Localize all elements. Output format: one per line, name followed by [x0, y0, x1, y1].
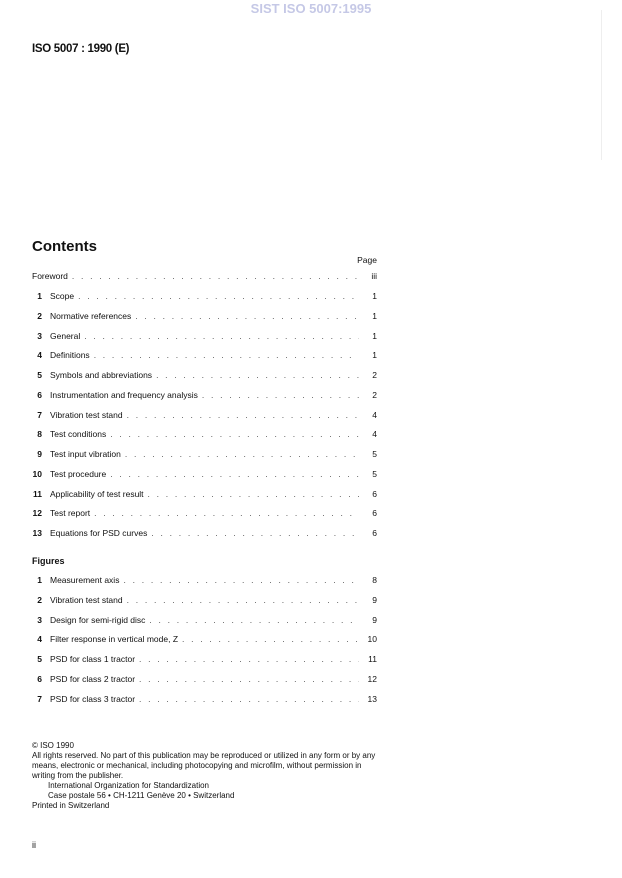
- toc-entry[interactable]: [32, 370, 377, 382]
- figure-entry[interactable]: [32, 654, 377, 666]
- entry-page: 2: [372, 389, 377, 400]
- figure-entry[interactable]: [32, 575, 377, 587]
- entry-page: 2: [372, 370, 377, 380]
- entry-page: 1: [372, 350, 377, 361]
- entry-page: 12: [367, 673, 377, 684]
- figure-entry[interactable]: [32, 595, 377, 607]
- entry-number: 4: [37, 350, 42, 361]
- toc-page: iii: [371, 271, 377, 281]
- dot-leader: [110, 429, 359, 439]
- entry-page: 8: [372, 575, 377, 585]
- entry-page: 1: [372, 330, 377, 341]
- toc-entry[interactable]: [32, 410, 377, 422]
- dot-leader: [182, 634, 359, 644]
- entry-page: 13: [367, 693, 377, 704]
- entry-page: 1: [372, 310, 377, 321]
- entry-number: 11: [33, 488, 42, 499]
- entry-page: 5: [372, 468, 377, 479]
- dot-leader: [139, 694, 359, 704]
- entry-number: 12: [32, 508, 42, 519]
- toc-entry[interactable]: [32, 489, 377, 501]
- dot-leader: [72, 271, 359, 281]
- entry-label: Vibration test stand: [50, 594, 123, 605]
- dot-leader: [125, 449, 359, 459]
- toc-entry[interactable]: [32, 429, 377, 441]
- entry-number: 3: [37, 330, 42, 341]
- entry-page: 10: [367, 634, 377, 645]
- entry-number: 6: [37, 389, 42, 400]
- entry-number: 9: [37, 449, 42, 459]
- entry-page: 9: [372, 594, 377, 605]
- entry-page: 11: [368, 654, 377, 664]
- entry-label: Scope: [50, 291, 75, 301]
- dot-leader: [202, 390, 359, 400]
- entry-number: 10: [32, 468, 42, 479]
- entry-page: 5: [372, 449, 377, 459]
- dot-leader: [110, 469, 359, 479]
- toc-entry[interactable]: [32, 331, 377, 343]
- entry-number: 1: [37, 575, 42, 585]
- figure-entry[interactable]: [32, 674, 377, 686]
- entry-label: Test input vibration: [50, 449, 121, 459]
- toc-entry[interactable]: [32, 508, 377, 520]
- organization: International Organization for Standardization: [48, 781, 209, 790]
- entry-number: 3: [37, 614, 42, 625]
- entry-label: Measurement axis: [50, 575, 120, 585]
- entry-label: Symbols and abbreviations: [50, 370, 153, 380]
- dot-leader: [84, 331, 359, 341]
- dot-leader: [123, 575, 359, 585]
- toc-label: Foreword: [32, 271, 68, 281]
- entry-number: 4: [37, 634, 42, 645]
- copyright-line: © ISO 1990: [32, 741, 74, 750]
- address: Case postale 56 • CH-1211 Genève 20 • Switzerland: [48, 791, 235, 800]
- entry-label: Test report: [50, 508, 91, 519]
- entry-label: Normative references: [50, 310, 132, 321]
- entry-page: 4: [372, 409, 377, 420]
- entry-label: Instrumentation and frequency analysis: [50, 389, 198, 400]
- dot-leader: [127, 595, 359, 605]
- entry-label: Filter response in vertical mode, Z: [50, 634, 179, 645]
- document-id: ISO 5007 : 1990 (E): [32, 43, 130, 55]
- toc-entry[interactable]: [32, 528, 377, 540]
- page-column-header: Page: [357, 255, 377, 265]
- entry-number: 7: [37, 693, 42, 704]
- entry-label: Design for semi-rigid disc: [50, 614, 146, 625]
- dot-leader: [139, 674, 359, 684]
- copyright-block: [32, 741, 382, 811]
- entry-number: 13: [32, 528, 42, 538]
- entry-label: PSD for class 1 tractor: [50, 654, 136, 664]
- entry-label: PSD for class 2 tractor: [50, 673, 136, 684]
- page-number: ii: [32, 840, 36, 850]
- entry-page: 9: [372, 614, 377, 625]
- entry-label: Definitions: [50, 350, 90, 361]
- dot-leader: [127, 410, 359, 420]
- dot-leader: [135, 311, 359, 321]
- watermark: SIST ISO 5007:1995: [250, 1, 372, 16]
- dot-leader: [148, 489, 359, 499]
- entry-number: 7: [37, 409, 42, 420]
- entry-label: Equations for PSD curves: [50, 528, 148, 538]
- entry-number: 5: [37, 370, 42, 380]
- entry-number: 5: [37, 654, 42, 664]
- figure-entry[interactable]: [32, 694, 377, 706]
- rights-statement: All rights reserved. No part of this publication may be reproduced or utilized in any form or by any means, electronic or mechanical, including photocopying and microfilm, without permission in writing from the publisher.: [32, 751, 376, 780]
- figure-entry[interactable]: [32, 634, 377, 646]
- printed-in: Printed in Switzerland: [32, 801, 110, 810]
- entry-label: Vibration test stand: [50, 409, 123, 420]
- entry-number: 8: [37, 429, 42, 440]
- toc-entry[interactable]: [32, 311, 377, 323]
- figures-heading: Figures: [32, 556, 65, 566]
- contents-title: Contents: [32, 238, 97, 255]
- entry-page: 6: [372, 488, 377, 499]
- entry-page: 1: [372, 291, 377, 301]
- entry-label: Test conditions: [50, 429, 107, 440]
- toc-entry-foreword[interactable]: [32, 271, 377, 283]
- toc-entry[interactable]: [32, 390, 377, 402]
- dot-leader: [139, 654, 359, 664]
- entry-label: General: [50, 330, 81, 341]
- toc-entry[interactable]: [32, 291, 377, 303]
- entry-page: 6: [372, 508, 377, 519]
- dot-leader: [78, 291, 359, 301]
- entry-label: Test procedure: [50, 468, 107, 479]
- entry-number: 2: [37, 310, 42, 321]
- toc-entry[interactable]: [32, 449, 377, 461]
- entry-label: PSD for class 3 tractor: [50, 693, 136, 704]
- entry-label: Applicability of test result: [50, 488, 144, 499]
- entry-page: 6: [372, 528, 377, 538]
- page-edge: [601, 10, 602, 160]
- toc-entry[interactable]: [32, 469, 377, 481]
- dot-leader: [94, 350, 359, 360]
- entry-page: 4: [372, 429, 377, 440]
- dot-leader: [151, 528, 359, 538]
- entry-number: 2: [37, 594, 42, 605]
- figure-entry[interactable]: [32, 615, 377, 627]
- entry-number: 6: [37, 673, 42, 684]
- dot-leader: [149, 615, 359, 625]
- entry-number: 1: [37, 291, 42, 301]
- dot-leader: [156, 370, 359, 380]
- dot-leader: [94, 508, 359, 518]
- toc-entry[interactable]: [32, 350, 377, 362]
